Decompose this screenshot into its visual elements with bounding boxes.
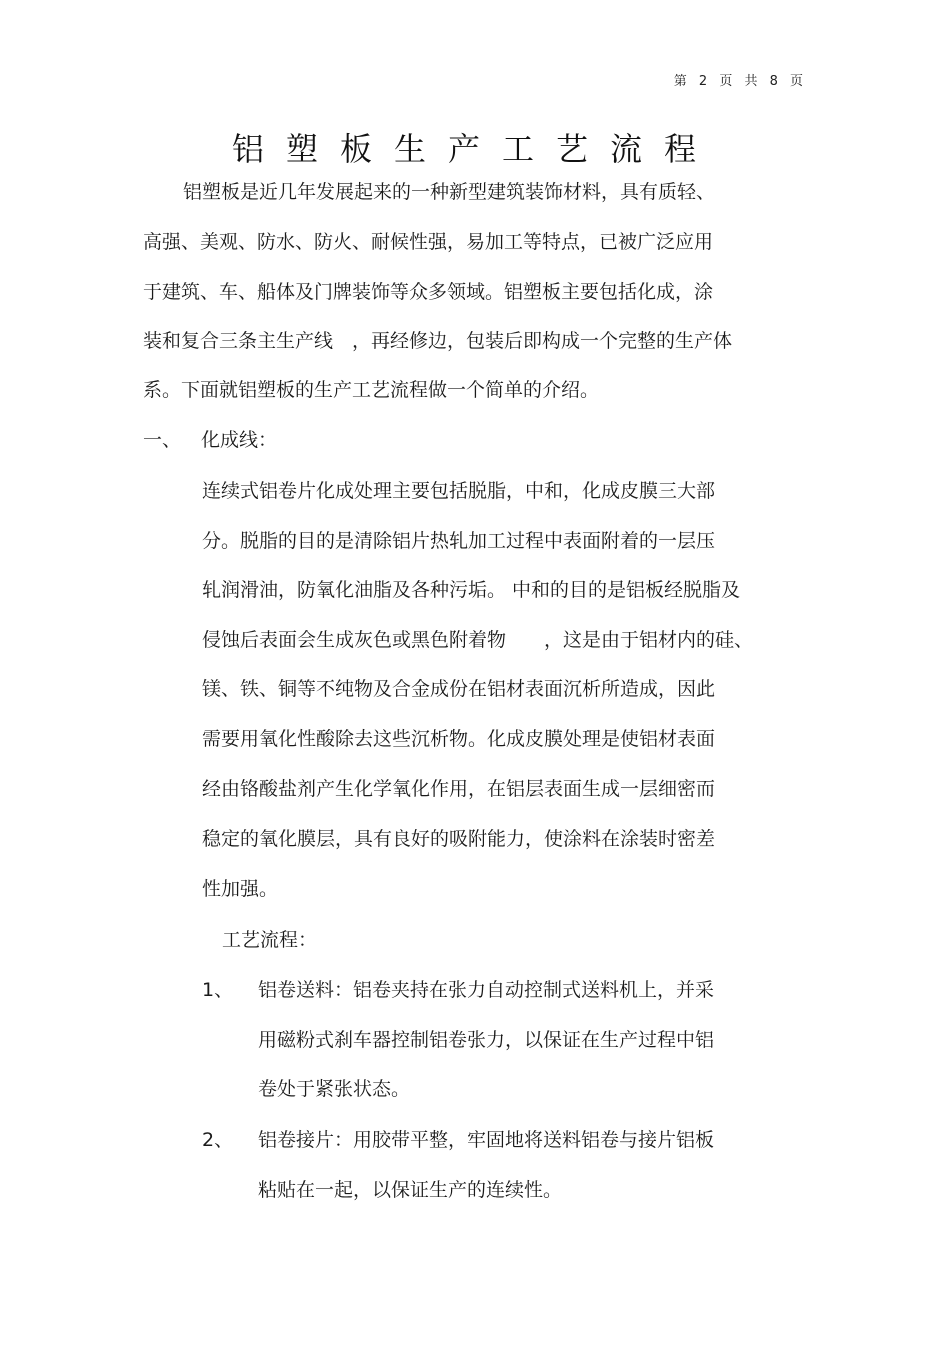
document-title: 铝塑板生产工艺流程 <box>231 130 718 168</box>
body-line: 轧润滑油，防氧化油脂及各种污垢。 中和的目的是铝板经脱脂及 <box>202 579 741 601</box>
step-number: 2、 <box>202 1129 234 1151</box>
step-line: 卷处于紧张状态。 <box>258 1078 411 1100</box>
step-line: 用磁粉式刹车器控制铝卷张力，以保证在生产过程中铝 <box>258 1029 715 1051</box>
intro-line: 于建筑、车、船体及门牌装饰等众多领域。铝塑板主要包括化成，涂 <box>143 281 714 303</box>
body-line: 镁、铁、铜等不纯物及合金成份在铝材表面沉析所造成，因此 <box>202 678 716 700</box>
body-line: 稳定的氧化膜层，具有良好的吸附能力，使涂料在涂装时密差 <box>202 828 716 850</box>
section-title: 化成线： <box>201 429 278 451</box>
intro-line: 系。下面就铝塑板的生产工艺流程做一个简单的介绍。 <box>143 379 600 401</box>
body-line: 性加强。 <box>202 878 279 900</box>
body-line: 分。脱脂的目的是清除铝片热轧加工过程中表面附着的一层压 <box>202 530 716 552</box>
step-line: 铝卷接片：用胶带平整，牢固地将送料铝卷与接片铝板 <box>258 1129 715 1151</box>
body-line: 需要用氧化性酸除去这些沉析物。化成皮膜处理是使铝材表面 <box>202 728 716 750</box>
body-line: 经由铬酸盐剂产生化学氧化作用，在铝层表面生成一层细密而 <box>202 778 716 800</box>
body-line: 连续式铝卷片化成处理主要包括脱脂，中和，化成皮膜三大部 <box>202 480 716 502</box>
section-number: 一、 <box>143 429 182 451</box>
flow-title: 工艺流程： <box>222 929 318 951</box>
intro-line: 高强、美观、防水、防火、耐候性强，易加工等特点，已被广泛应用 <box>143 231 714 253</box>
step-line: 铝卷送料：铝卷夹持在张力自动控制式送料机上，并采 <box>258 979 715 1001</box>
section-heading <box>143 428 277 452</box>
step-number: 1、 <box>202 979 234 1001</box>
intro-line: 铝塑板是近几年发展起来的一种新型建筑装饰材料，具有质轻、 <box>183 181 716 203</box>
intro-line: 装和复合三条主生产线 ，再经修边，包装后即构成一个完整的生产体 <box>143 330 733 352</box>
page-number: 第 2 页 共 8 页 <box>673 74 807 89</box>
step-line: 粘贴在一起，以保证生产的连续性。 <box>258 1179 563 1201</box>
body-line: 侵蚀后表面会生成灰色或黑色附着物 ，这是由于铝材内的硅、 <box>202 629 754 651</box>
